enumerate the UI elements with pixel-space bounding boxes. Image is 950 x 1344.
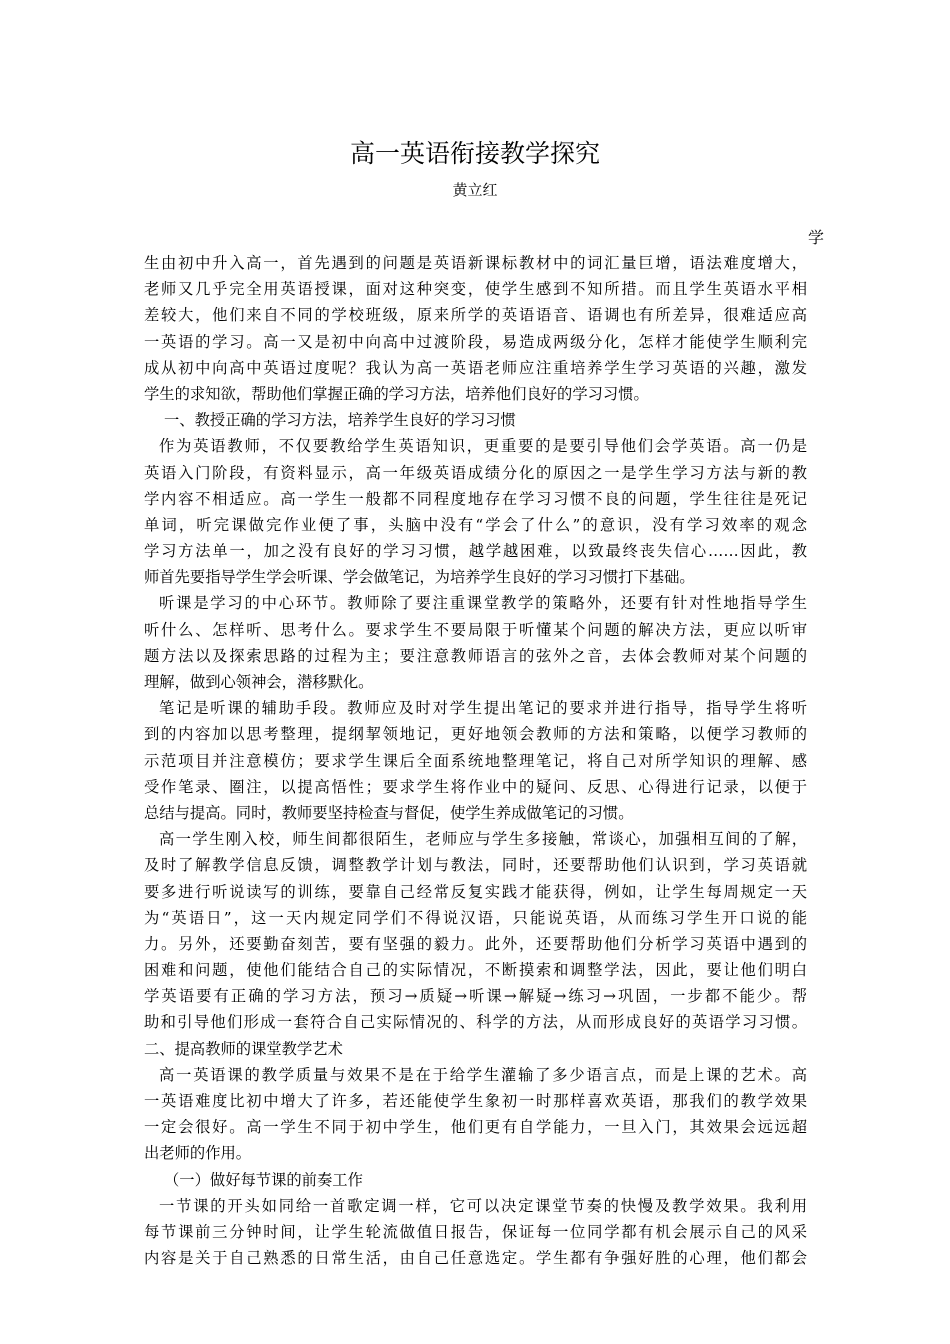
text-line: 高一英语课的教学质量与效果不是在于给学生灌输了多少语言点，而是上课的艺术。高 [159,1065,807,1084]
text-line: 学英语要有正确的学习方法，预习→质疑→听课→解疑→练习→巩固，一步都不能少。帮 [144,987,807,1006]
text-line: 示范项目并注意模仿；要求学生课后全面系统地整理笔记，将自己对所学知识的理解、感 [144,751,807,770]
text-line: 要多进行听说读写的训练，要靠自己经常反复实践才能获得，例如，让学生每周规定一天 [144,882,807,901]
text-line: 听什么、怎样听、思考什么。要求学生不要局限于听懂某个问题的解决方法，更应以听审 [144,620,807,639]
text-line: 助和引导他们形成一套符合自己实际情况的、科学的方法，从而形成良好的英语学习习惯。 [144,1013,807,1032]
text-line: 受作笔录、圈注，以提高悟性；要求学生将作业中的疑问、反思、心得进行记录，以便于 [144,777,807,796]
text-line: 总结与提高。同时，教师要坚持检查与督促，使学生养成做笔记的习惯。 [144,803,634,822]
text-line: 力。另外，还要勤奋刻苦，要有坚强的毅力。此外，还要帮助他们分析学习英语中遇到的 [144,934,807,953]
text-line: 学习方法单一，加之没有良好的学习习惯，越学越困难，以致最终丧失信心……因此，教 [144,542,807,561]
text-line: 听课是学习的中心环节。教师除了要注重课堂教学的策略外，还要有针对性地指导学生 [159,594,807,613]
text-line: 理解，做到心领神会，潜移默化。 [144,673,374,691]
author-name: 黄立红 [452,181,498,199]
section-heading: 一、教授正确的学习方法，培养学生良好的学习习惯 [164,411,516,430]
text-line: 一英语的学习。高一又是初中向高中过渡阶段，易造成两级分化，怎样才能使学生顺利完 [144,332,807,351]
subsection-heading: （一）做好每节课的前奏工作 [164,1170,363,1189]
text-line: 高一学生刚入校，师生间都很陌生，老师应与学生多接触，常谈心，加强相互间的了解， [159,830,807,849]
text-line: 作为英语教师，不仅要教给学生英语知识，更重要的是要引导他们会学英语。高一仍是 [159,437,807,456]
text-line: 差较大，他们来自不同的学校班级，原来所学的英语语音、语调也有所差异，很难适应高 [144,306,807,325]
text-line: 每节课前三分钟时间，让学生轮流做值日报告，保证每一位同学都有机会展示自己的风采 [144,1222,807,1241]
text-line: 一英语难度比初中增大了许多，若还能使学生象初一时那样喜欢英语，那我们的教学效果 [144,1092,807,1110]
text-line: 学内容不相适应。高一学生一般都不同程度地存在学习习惯不良的问题，学生往往是死记 [144,489,807,508]
text-line: 为“英语日”，这一天内规定同学们不得说汉语，只能说英语，从而练习学生开口说的能 [144,908,807,927]
text-line: 学生的求知欲，帮助他们掌握正确的学习方法，培养他们良好的学习习惯。 [144,384,649,403]
text-line: 英语入门阶段，有资料显示，高一年级英语成绩分化的原因之一是学生学习方法与新的教 [144,463,807,482]
document-body [144,250,807,1271]
document-title: 高一英语衔接教学探究 [349,139,600,168]
text-line: 到的内容加以思考整理，提纲挈领地记，更好地领会教师的方法和策略，以便学习教师的 [144,725,807,744]
text-line: 笔记是听课的辅助手段。教师应及时对学生提出笔记的要求并进行指导，指导学生将听 [159,699,807,718]
text-line: 一节课的开头如同给一首歌定调一样，它可以决定课堂节奏的快慢及教学效果。我利用 [159,1196,807,1215]
wrapped-first-char: 学 [808,228,825,247]
text-line: 内容是关于自己熟悉的日常生活，由自己任意选定。学生都有争强好胜的心理，他们都会 [144,1249,807,1268]
text-line: 单词，听完课做完作业便了事，头脑中没有“学会了什么”的意识，没有学习效率的观念 [144,515,807,534]
text-line: 出老师的作用。 [144,1144,252,1163]
text-line: 及时了解教学信息反馈，调整教学计划与教法，同时，还要帮助他们认识到，学习英语就 [144,856,807,875]
text-line: 成从初中向高中英语过度呢？我认为高一英语老师应注重培养学生学习英语的兴趣，激发 [144,358,807,377]
text-line: 一定会很好。高一学生不同于初中学生，他们更有自学能力，一旦入门，其效果会远远超 [144,1118,807,1137]
text-line: 师首先要指导学生学会听课、学会做笔记，为培养学生良好的学习习惯打下基础。 [144,568,695,587]
text-line: 困难和问题，使他们能结合自己的实际情况，不断摸索和调整学法，因此，要让他们明白 [144,961,807,980]
text-line: 老师又几乎完全用英语授课，面对这种突变，使学生感到不知所措。而且学生英语水平相 [144,280,807,299]
text-line: 题方法以及探索思路的过程为主；要注意教师语言的弦外之音，去体会教师对某个问题的 [144,646,807,665]
text-line: 生由初中升入高一，首先遇到的问题是英语新课标教材中的词汇量巨增，语法难度增大， [144,254,807,272]
section-heading: 二、提高教师的课堂教学艺术 [144,1039,343,1058]
